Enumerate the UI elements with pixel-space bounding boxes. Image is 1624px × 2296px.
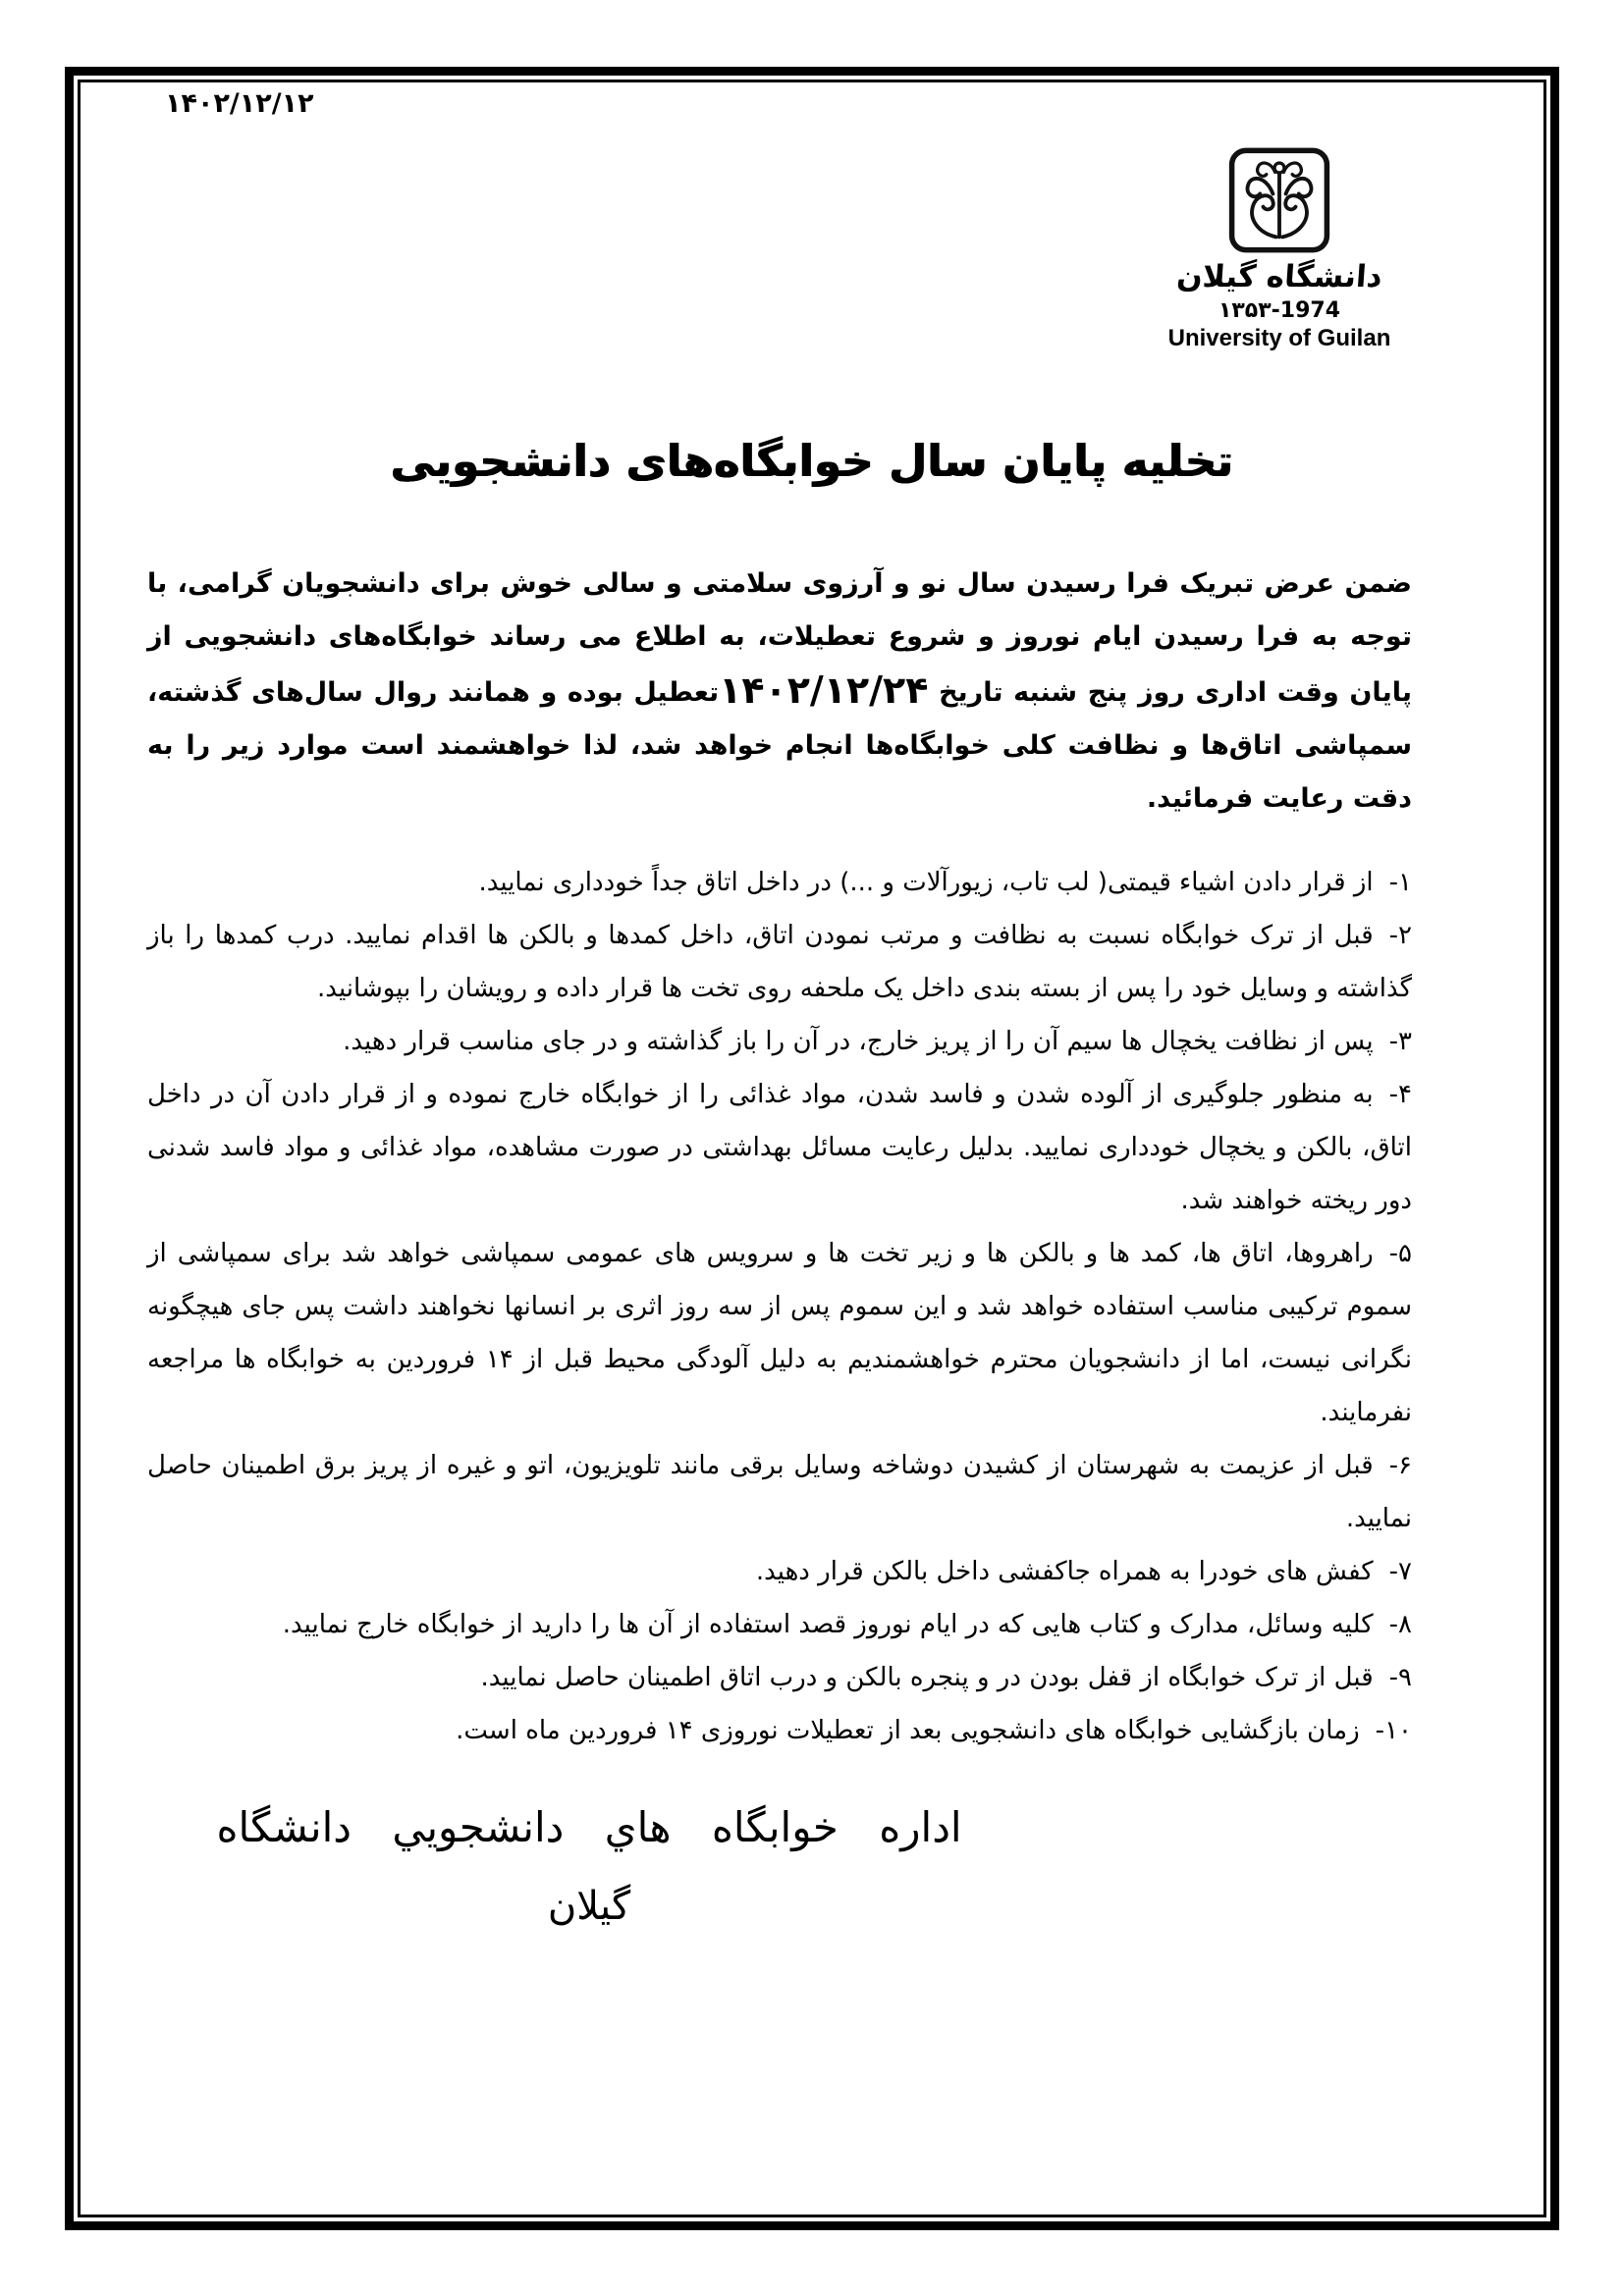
document-date: ۱۴۰۲/۱۲/۱۲: [165, 88, 314, 119]
signature-line-1: اداره خوابگاه هاي دانشجويي دانشگاه: [216, 1803, 962, 1851]
item-text: راهروها، اتاق ها، کمد ها و بالکن ها و زیر تخت ها و سرویس های عمومی سمپاشی خواهد شد برای سمپاشی از سموم ترکیبی مناسب استفاده خواهد شد و این سموم پس از سه روز اثری بر انسانها نخواهند داشت پس جای هیچگونه نگرانی نیست، اما از دانشجویان محترم خواهشمندیم به دلیل آلودگی محیط قبل از ۱۴ فروردین به خوابگاه ها مراجعه نفرمایند.: [147, 1239, 1412, 1427]
item-text: قبل از ترک خوابگاه از قفل بودن در و پنجره بالکن و درب اتاق اطمینان حاصل نمایید.: [480, 1663, 1374, 1692]
list-item: [147, 1598, 1412, 1651]
intro-text-part1: ضمن عرض تبریک فرا رسیدن سال نو و آرزوی سلامتی و سالی خوش برای دانشجویان گرامی، با توجه به فرا رسیدن ایام نوروز و شروع تعطیلات، به اطلاع می رساند خوابگاه‌های دانشجویی از پایان وقت اداری روز پنج شنبه تاریخ: [147, 568, 1412, 708]
item-text: به منظور جلوگیری از آلوده شدن و فاسد شدن، مواد غذائی را از خوابگاه خارج نموده و از قرار دادن آن در داخل اتاق، بالکن و یخچال خودداری نمایید. بدلیل رعایت مسائل بهداشتی در صورت مشاهده، مواد غذائی و مواد فاسد شدنی دور ریخته خواهند شد.: [147, 1080, 1412, 1215]
list-item: [147, 1651, 1412, 1704]
logo-latin-name: University of Guilan: [1167, 325, 1391, 351]
intro-paragraph: [147, 558, 1412, 826]
item-number: ۵-: [1388, 1239, 1412, 1268]
item-number: ۱۰-: [1375, 1716, 1412, 1745]
item-text: کفش های خودرا به همراه جاکفشی داخل بالکن قرار دهید.: [755, 1557, 1374, 1586]
list-item: [147, 1227, 1412, 1439]
item-number: ۳-: [1388, 1027, 1412, 1056]
document-body: [147, 0, 1412, 2296]
item-text: زمان بازگشایی خوابگاه های دانشجویی بعد از تعطیلات نوروزی ۱۴ فروردین ماه است.: [456, 1716, 1360, 1745]
item-number: ۷-: [1388, 1557, 1412, 1586]
item-number: ۹-: [1388, 1663, 1412, 1692]
logo-years: ۱۳۵۳-1974: [1218, 298, 1341, 323]
logo-calligraphy: دانشگاه گیلان: [1175, 259, 1383, 294]
closure-date: ۱۴۰۲/۱۲/۲۴: [719, 668, 929, 712]
list-item: [147, 1015, 1412, 1068]
list-item: [147, 1439, 1412, 1545]
item-text: از قرار دادن اشیاء قیمتی( لب تاب، زیورآلات و ...) در داخل اتاق جداً خودداری نمایید.: [478, 868, 1374, 897]
signature-block: [147, 1789, 1031, 1946]
item-number: ۱-: [1388, 868, 1412, 897]
list-item: [147, 1545, 1412, 1598]
signature-line-2: گيلان: [547, 1884, 631, 1929]
rules-list: [147, 856, 1412, 1757]
item-number: ۴-: [1388, 1080, 1412, 1109]
item-text: قبل از ترک خوابگاه نسبت به نظافت و مرتب نمودن اتاق، داخل کمدها و بالکن ها اقدام نمایید. درب کمدها را باز گذاشته و وسایل خود را پس از بسته بندی داخل یک ملحفه روی تخت ها قرار داده و رویشان را بپوشانید.: [147, 921, 1412, 1003]
item-number: ۲-: [1388, 921, 1412, 950]
item-text: قبل از عزیمت به شهرستان از کشیدن دوشاخه وسایل برقی مانند تلویزیون، اتو و غیره از پریز برق اطمینان حاصل نمایید.: [147, 1451, 1412, 1533]
list-item: [147, 856, 1412, 909]
list-item: [147, 1068, 1412, 1227]
page-title: تخلیه پایان سال خوابگاه‌های دانشجویی: [390, 435, 1234, 487]
list-item: [147, 1704, 1412, 1757]
intro-text-part2: تعطیل بوده و همانند روال سال‌های گذشته، سمپاشی اتاق‌ها و نظافت کلی خوابگاه‌ها انجام خواهد شد، لذا خواهشمند است موارد زیر را به دقت رعایت فرمائید.: [147, 677, 1412, 814]
item-text: کلیه وسائل، مدارک و کتاب هایی که در ایام نوروز قصد استفاده از آن ها را دارید از خوابگاه خارج نمایید.: [282, 1610, 1374, 1639]
item-text: پس از نظافت یخچال ها سیم آن را از پریز خارج، در آن را باز گذاشته و در جای مناسب قرار دهید.: [343, 1027, 1374, 1056]
list-item: [147, 909, 1412, 1015]
item-number: ۸-: [1388, 1610, 1412, 1639]
item-number: ۶-: [1388, 1451, 1412, 1480]
